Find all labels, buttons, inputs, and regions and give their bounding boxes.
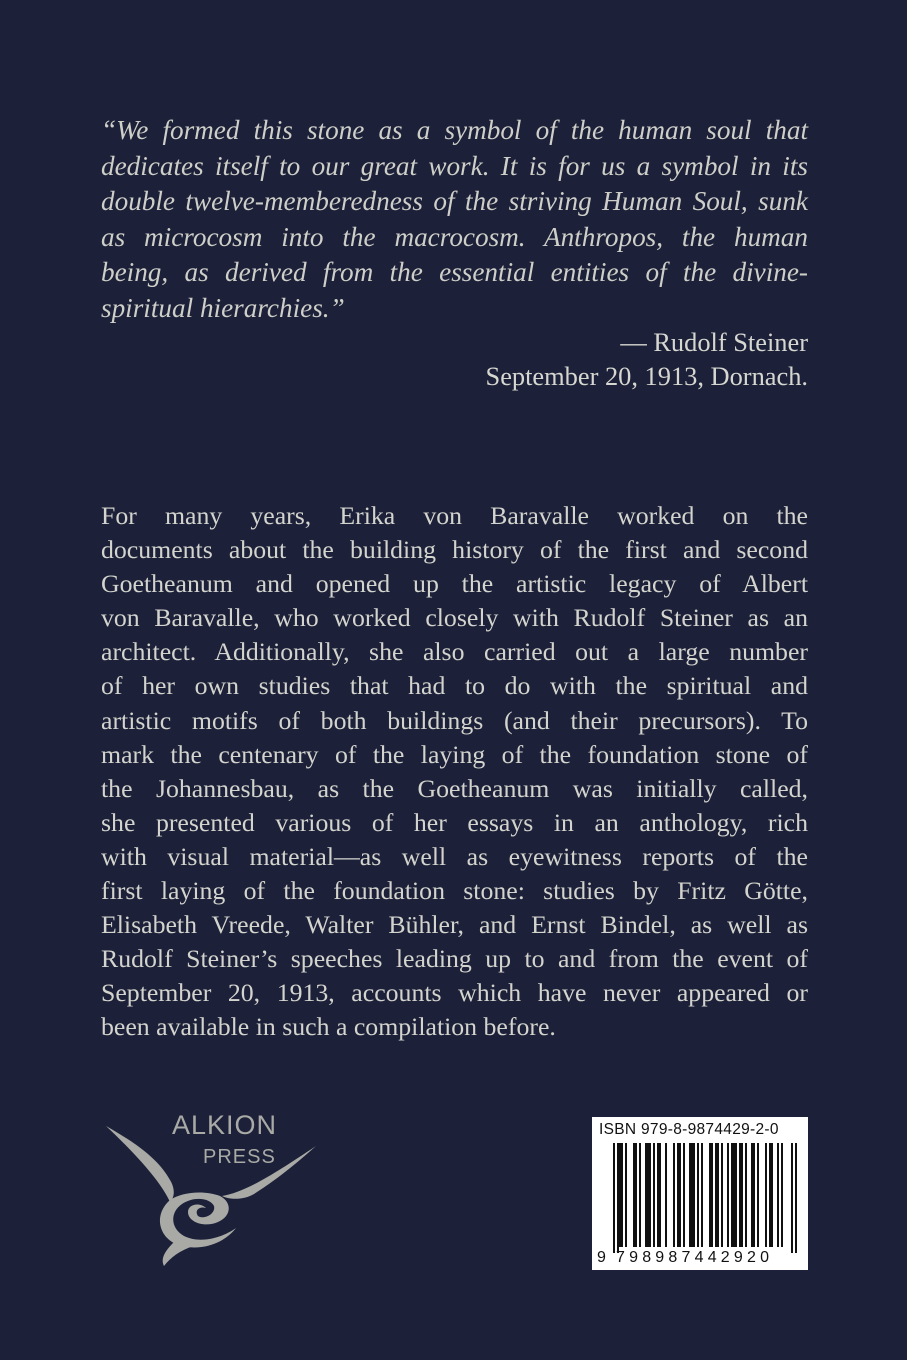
barcode-bar (633, 1143, 637, 1247)
barcode-bar (709, 1143, 713, 1247)
barcode-bar (795, 1143, 797, 1253)
barcode-bar (781, 1143, 783, 1247)
attribution-author: — Rudolf Steiner (620, 327, 808, 357)
barcode-bar (791, 1143, 793, 1253)
barcode-bar (677, 1143, 681, 1247)
description-line: September 20, 1913, accounts which have never appeared or (101, 978, 808, 1008)
barcode-bar (769, 1143, 773, 1247)
quote-line: as microcosm into the macrocosm. Anthropos, the human (101, 221, 808, 252)
description-line: von Baravalle, who worked closely with Rudolf Steiner as an (101, 603, 808, 633)
barcode-bar (731, 1143, 737, 1247)
barcode-bar (625, 1143, 627, 1247)
barcode-bar (697, 1143, 699, 1247)
description-line: Rudolf Steiner’s speeches leading up to and from the event of (101, 944, 808, 974)
barcode-bar (721, 1143, 723, 1247)
barcode-bar (765, 1143, 767, 1247)
barcode-bar (739, 1143, 743, 1247)
barcode-bar (613, 1143, 615, 1253)
isbn-label: ISBN 979-8-9874429-2-0 (599, 1121, 779, 1138)
publisher-subtitle: PRESS (203, 1146, 276, 1168)
isbn-barcode (592, 1117, 808, 1270)
barcode-bar (619, 1143, 623, 1247)
description-paragraph (101, 499, 808, 1045)
barcode-bar (701, 1143, 703, 1247)
description-line: the Johannesbau, as the Goetheanum was initially called, (101, 773, 808, 803)
description-line: first laying of the foundation stone: studies by Fritz Götte, (101, 876, 808, 906)
barcode-bar (689, 1143, 695, 1247)
barcode-digit-rest: 798987442920 (616, 1249, 774, 1266)
quote-block (101, 113, 808, 327)
description-line: of her own studies that had to do with the spiritual and (101, 671, 808, 701)
barcode-bar (745, 1143, 747, 1247)
description-line: she presented various of her essays in an anthology, rich (101, 807, 808, 837)
description-line: with visual material—as well as eyewitness reports of the (101, 841, 808, 871)
description-line: Elisabeth Vreede, Walter Bühler, and Ernst Bindel, as well as (101, 910, 808, 940)
barcode-bar (657, 1143, 661, 1247)
barcode-bar (777, 1143, 779, 1247)
description-line: Goetheanum and opened up the artistic legacy of Albert (101, 569, 808, 599)
description-line: been available in such a compilation before. (101, 1012, 556, 1042)
barcode-bar (617, 1143, 619, 1253)
quote-line: “We formed this stone as a symbol of the human soul that (101, 115, 808, 145)
quote-line: double twelve-memberedness of the striving Human Soul, sunk (101, 186, 808, 217)
description-line: artistic motifs of both buildings (and their precursors). To (101, 705, 808, 735)
description-line: mark the centenary of the laying of the foundation stone of (101, 739, 808, 769)
barcode-bar (751, 1143, 755, 1247)
barcode-icon (599, 1143, 801, 1253)
barcode-bar (639, 1143, 641, 1247)
barcode-bar (665, 1143, 667, 1247)
barcode-bar (653, 1143, 655, 1247)
barcode-bar (673, 1143, 675, 1247)
barcode-bar (645, 1143, 651, 1247)
barcode-bar (757, 1143, 759, 1247)
barcode-bar (715, 1143, 719, 1247)
quote-line: spiritual hierarchies.” (101, 292, 345, 323)
description-line: For many years, Erika von Baravalle worked on the (101, 501, 808, 530)
quote-attribution (486, 325, 808, 393)
barcode-bar (727, 1143, 729, 1247)
barcode-bar (683, 1143, 685, 1247)
description-line: documents about the building history of the first and second (101, 535, 808, 565)
attribution-date-place: September 20, 1913, Dornach. (485, 361, 808, 391)
quote-line: being, as derived from the essential entities of the divine- (101, 257, 808, 288)
publisher-name: ALKION (172, 1110, 278, 1140)
quote-line: dedicates itself to our great work. It is for us a symbol in its (101, 150, 808, 181)
barcode-digit-first: 9 (597, 1249, 611, 1266)
description-line: architect. Additionally, she also carried out a large number (101, 637, 808, 667)
